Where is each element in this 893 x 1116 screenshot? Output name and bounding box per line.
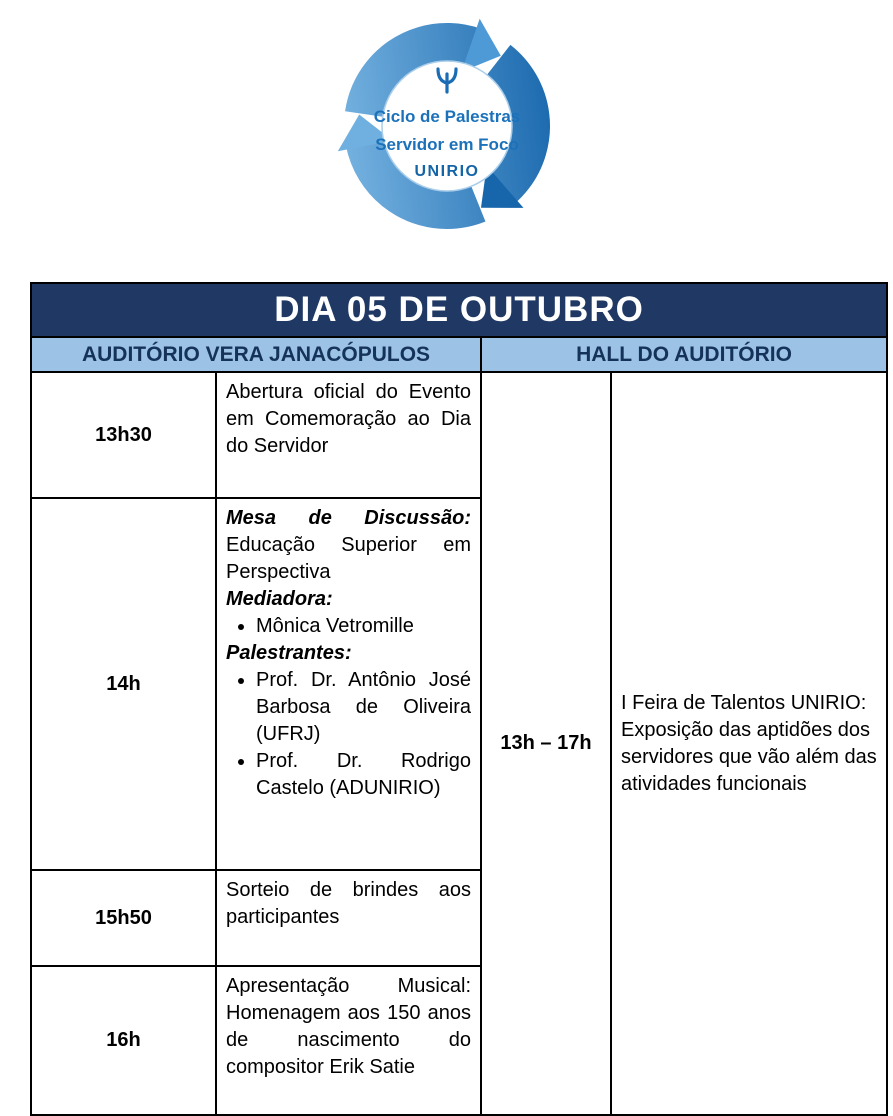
event-desc-15h50: Sorteio de brindes aos participantes [216,870,481,966]
day-title-row [31,283,887,337]
time-16h: 16h [31,966,216,1115]
event-logo-graphic [297,8,597,248]
venue-right-header: HALL DO AUDITÓRIO [481,337,887,372]
palestrantes-list [226,667,471,802]
schedule-table [30,282,888,1116]
palestrante-1: • Prof. Dr. Antônio José Barbosa de Oliveira (UFRJ) [256,667,471,748]
logo-line-3: UNIRIO [414,163,479,180]
mediadora-list [226,613,471,640]
palestrante-2: • Prof. Dr. Rodrigo Castelo (ADUNIRIO) [256,748,471,802]
schedule-row-13h30 [31,372,887,498]
venue-left-header: AUDITÓRIO VERA JANACÓPULOS [31,337,481,372]
palestrantes-label: Palestrantes: [226,642,352,664]
time-13h-17h: 13h – 17h [481,372,611,1115]
mediadora-label: Mediadora: [226,588,333,610]
logo-line-1: Ciclo de Palestras [373,107,520,126]
time-14h: 14h [31,498,216,870]
time-13h30: 13h30 [31,372,216,498]
day-title: DIA 05 DE OUTUBRO [31,283,887,337]
time-15h50: 15h50 [31,870,216,966]
logo-line-2: Servidor em Foco [374,135,519,154]
mesa-paragraph [226,505,471,586]
mesa-label: Mesa de Discussão: [226,507,471,529]
mesa-text: Educação Superior em Perspectiva [226,534,471,583]
event-logo [0,0,893,248]
mediadora-name: • Mônica Vetromille [256,613,471,640]
venue-header-row [31,337,887,372]
event-desc-14h [216,498,481,870]
event-desc-hall: I Feira de Talentos UNIRIO: Exposição das aptidões dos servidores que vão além das atividades funcionais [611,372,887,1115]
event-desc-16h: Apresentação Musical: Homenagem aos 150 anos de nascimento do compositor Erik Satie [216,966,481,1115]
event-desc-13h30: Abertura oficial do Evento em Comemoração ao Dia do Servidor [216,372,481,498]
